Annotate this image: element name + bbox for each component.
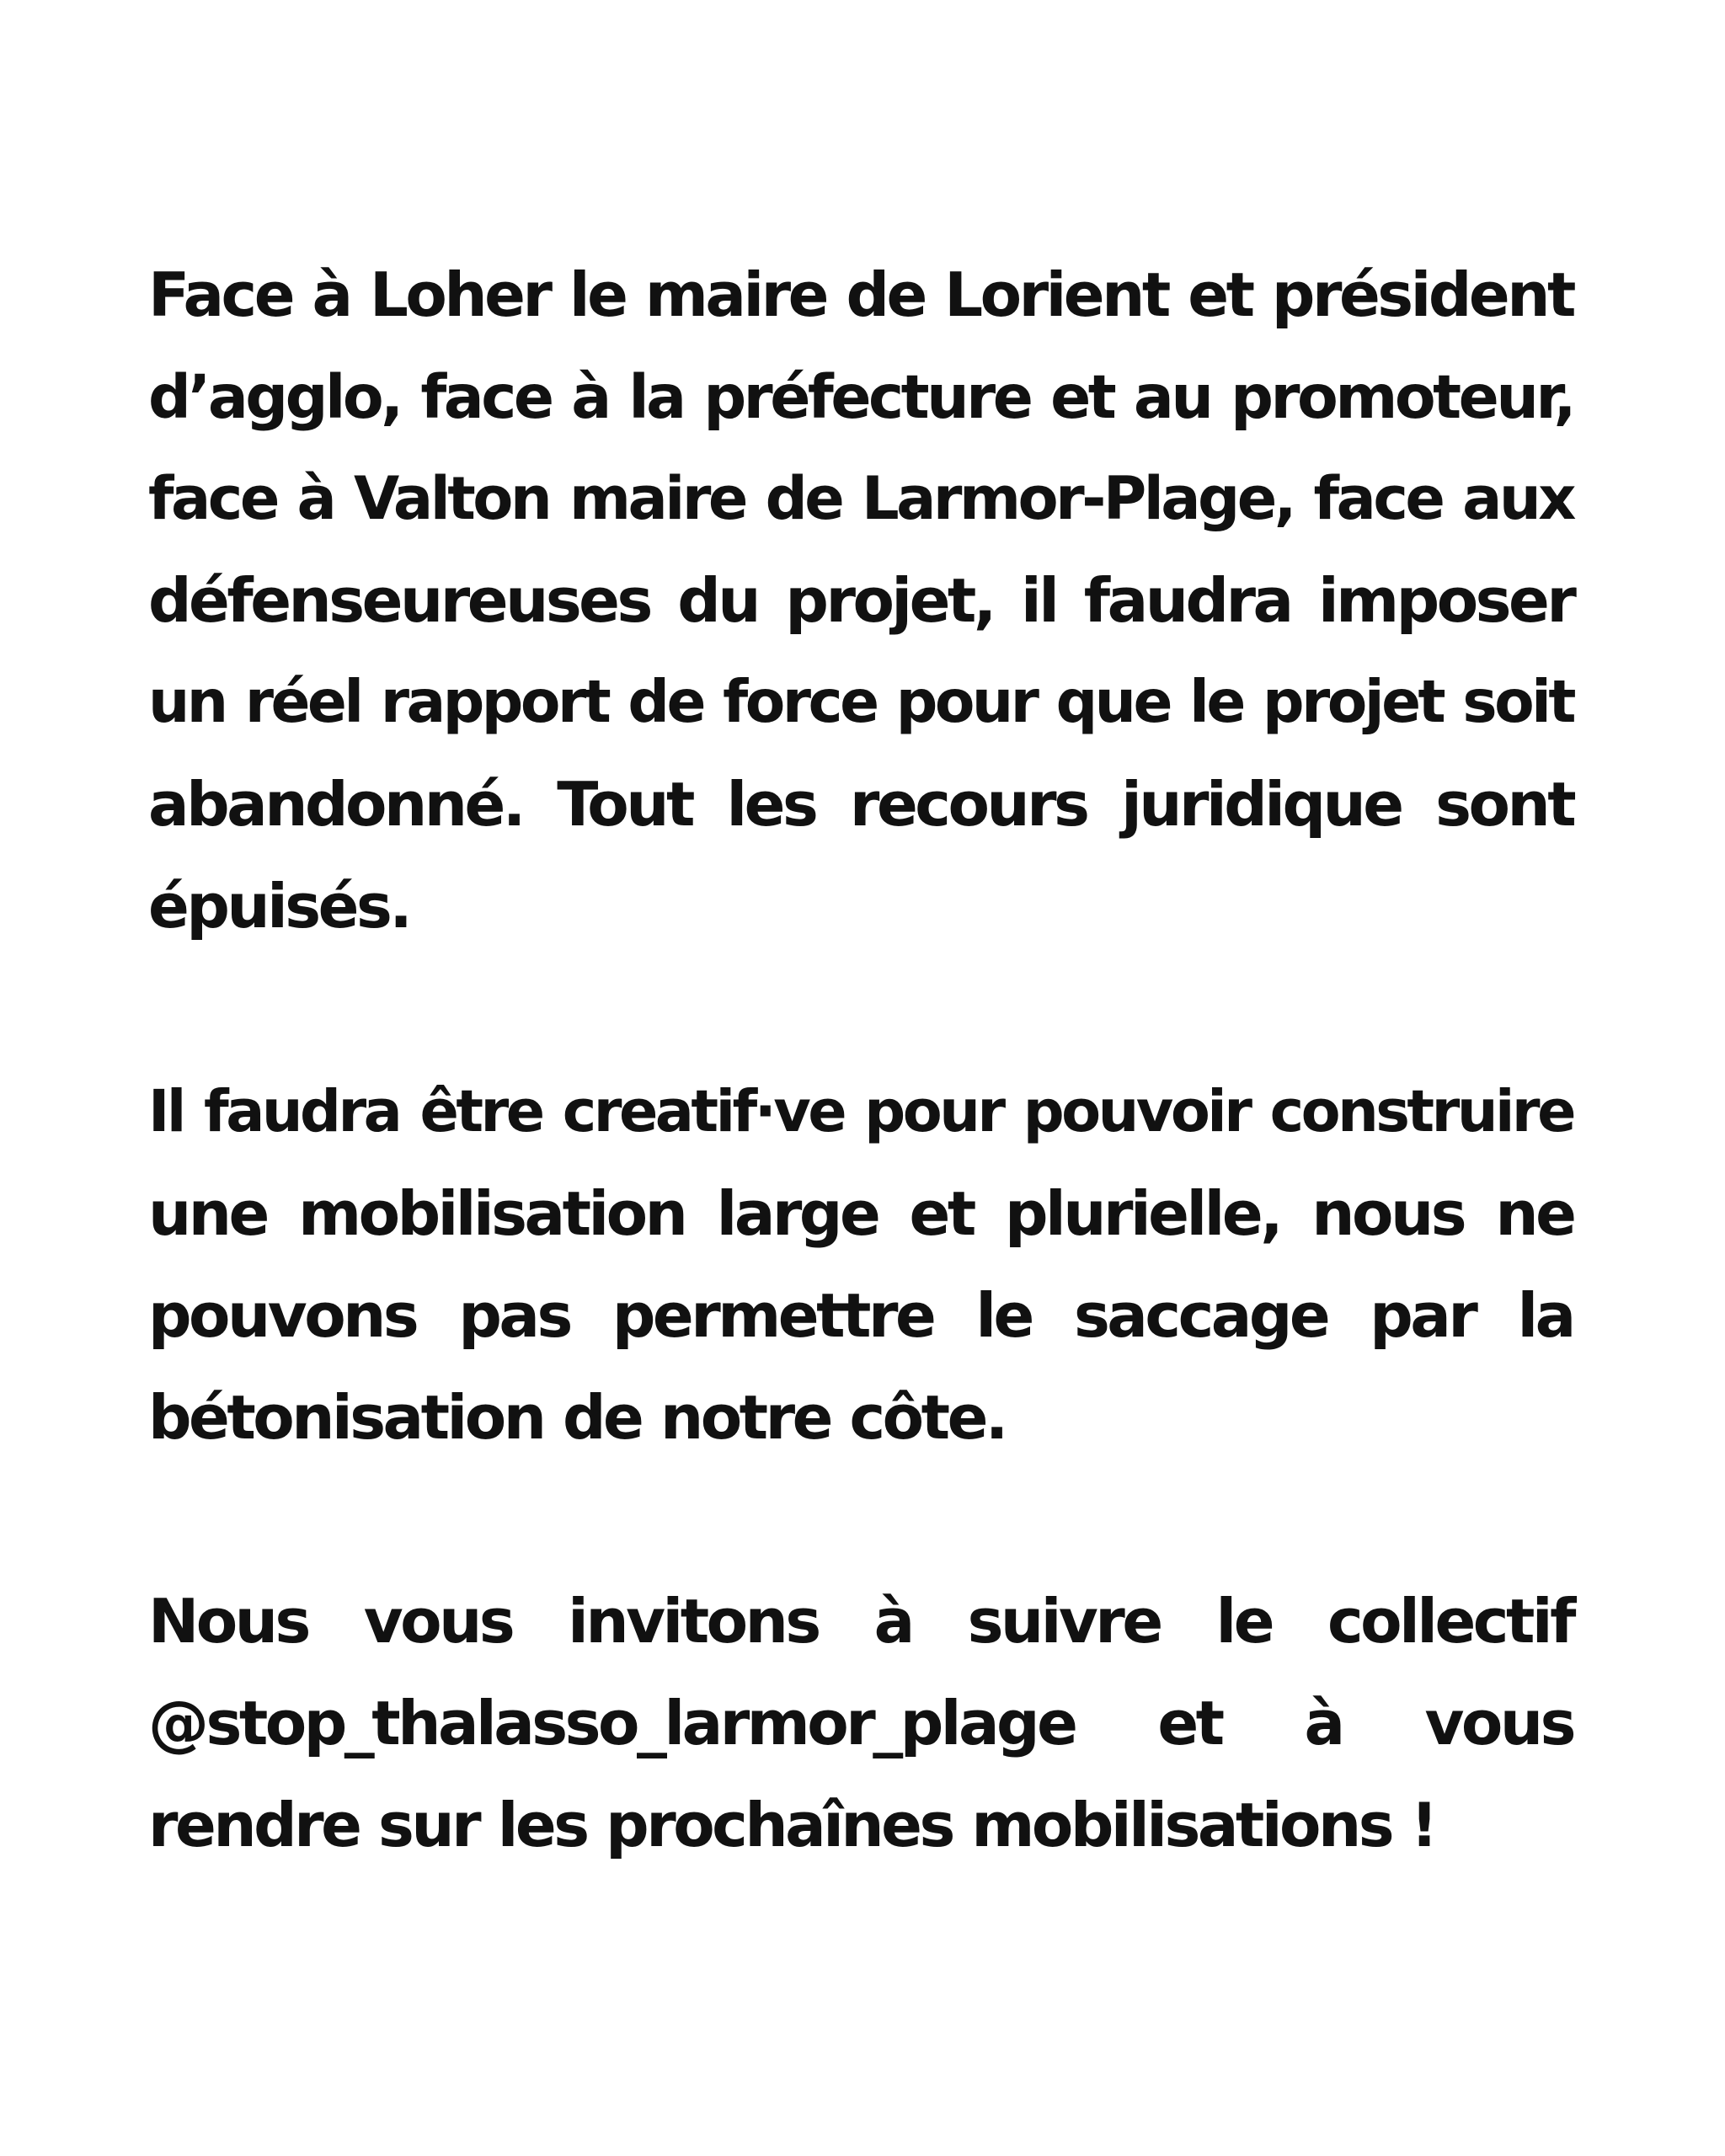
paragraph-invitation	[148, 1571, 1573, 1876]
paragraph-opposition	[148, 244, 1573, 958]
text-line: un réel rapport de force pour que le projet soit	[148, 669, 1573, 736]
text-line: pouvons pas permettre le saccage par la	[148, 1280, 1573, 1351]
text-line: abandonné. Tout les recours juridique sont	[148, 769, 1574, 840]
text-line: Face à Loher le maire de Lorient et président	[148, 259, 1573, 330]
text-line: d’agglo, face à la préfecture et au promoteur,	[148, 362, 1573, 432]
text-line: épuisés.	[148, 871, 410, 942]
text-line: une mobilisation large et plurielle, nous ne	[148, 1178, 1574, 1249]
text-line: rendre sur les prochaînes mobilisations !	[148, 1790, 1435, 1860]
text-line: Nous vous invitons à suivre le collectif	[148, 1586, 1573, 1657]
text-line: bétonisation de notre côte.	[148, 1382, 1006, 1453]
text-line: défenseureuses du projet, il faudra imposer	[148, 565, 1574, 636]
text-line: @stop_thalasso_larmor_plage et à vous	[148, 1688, 1573, 1758]
text-line: face à Valton maire de Larmor-Plage, face aux	[148, 464, 1573, 533]
paragraph-mobilisation	[148, 1061, 1573, 1469]
text-line: Il faudra être creatif·ve pour pouvoir construire	[148, 1079, 1573, 1145]
